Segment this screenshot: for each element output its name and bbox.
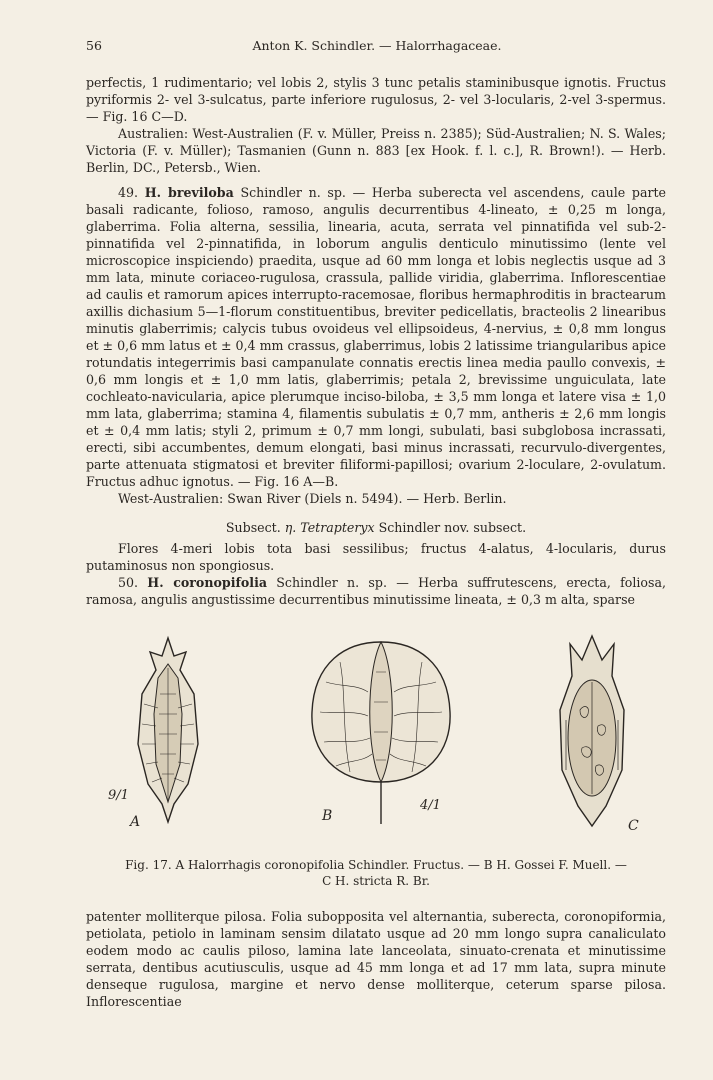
scale-a-label: 9/1 xyxy=(108,788,129,803)
page-number: 56 xyxy=(86,38,102,53)
subsection-name: η. Tetrapteryx xyxy=(284,520,375,535)
figure-label-b: B xyxy=(322,808,333,824)
species-50-name: H. coronopifolia xyxy=(147,575,268,590)
subsection-prefix: Subsect. xyxy=(225,520,285,535)
figure-label-a: A xyxy=(130,814,141,830)
species-50-text: Schindler n. sp. — Herba suffrutescens, erecta, foliosa, ramosa, angulis angustissime decurrentibus minutissime lineata, ± 0,3 m alta, sparse xyxy=(86,575,666,607)
species-49-description xyxy=(86,184,666,490)
species-50-description xyxy=(86,574,666,608)
species-49-name: H. breviloba xyxy=(144,185,234,200)
figure-17 xyxy=(86,628,666,848)
paragraph-continuation: perfectis, 1 rudimentario; vel lobis 2, stylis 3 tunc petalis staminibusque ignotis. Fructus pyriformis 2- vel 3-sulcatus, parte inferiore rugulosus, 2- vel 3-locularis, 2-vel 3-spermus. — Fig. 16 C—D. xyxy=(86,75,666,124)
page-header xyxy=(86,38,668,56)
species-49-number: 49. xyxy=(118,185,139,200)
caption-line-1: Fig. 17. A Halorrhagis coronopifolia Schindler. Fructus. — B H. Gossei F. Muell. — xyxy=(125,858,627,872)
lower-text-block xyxy=(86,908,666,1010)
subsection-suffix: Schindler nov. subsect. xyxy=(374,520,527,535)
caption-line-2: C H. stricta R. Br. xyxy=(322,874,430,888)
upper-text-block xyxy=(86,74,666,608)
fruit-c-illustration xyxy=(552,630,632,830)
subsection-heading xyxy=(86,519,666,536)
fruit-a-illustration xyxy=(126,634,210,824)
species-49-text: Schindler n. sp. — Herba suberecta vel ascendens, caule parte basali radicante, folioso, ramoso, angulis decurrentibus 4-lineato, ± 0,25 m longa, glaberrima. Folia alterna, sessilia, linearia, acuta, serrata vel pinnatifida vel sub-2-pinnatifida vel 2-pinnatifida, in loborum angulis denticulo minutissimo (lente vel microscopice inspiciendo) praedita, usque ad 60 mm longa et lobis neglectis usque ad 3 mm lata, minute coriaceo-rugulosa, crassula, pallide viridia, glaberrima. Inflorescentiae ad caulis et ramorum apices interrupto-racemosae, floribus hermaphroditis in bractearum axillis dichasium 5—1-florum constituentibus, breviter pedicellatis, bracteolis 2 linearibus minutis glaberrimis; calycis tubus ovoideus vel ellipsoideus, 4-nervius, ± 0,8 mm longus et ± 0,6 mm latus et ± 0,4 mm crassus, glaberrimus, lobis 2 latissime triangularibus apice rotundatis integerrimis basi campanulate connatis erectis linea media paullo convexis, ± 0,6 mm longis et ± 1,0 mm latis, glaberrimis; petala 2, brevissime unguiculata, late cochleato-navicularia, apice plerumque inciso-biloba, ± 3,5 mm longa et latere visa ± 1,0 mm lata, glaberrima; stamina 4, filamentis subulatis ± 0,7 mm, antheris ± 2,6 mm longis et ± 0,4 mm latis; styli 2, primum ± 0,7 mm longi, subulati, basi subglobosa incrassati, erecti, sibi accumbentes, demum elongati, basi minus incrassati, recurvulo-divergentes, parte attenuata stigmatosi et breviter filiformi-papillosi; ovarium 2-loculare, 2-ovulatum. Fructus adhuc ignotus. — Fig. 16 A—B. xyxy=(86,185,666,489)
paragraph-species-50-continued: patenter molliterque pilosa. Folia subopposita vel alternantia, suberecta, coronopiformia, petiolata, petiolo in laminam sensim dilatato usque ad 20 mm longo supra canaliculato eodem modo ac caulis piloso, lamina late lanceolata, sinuato-crenata et minutissime serrata, dentibus acutiusculis, usque ad 45 mm longa et ad 17 mm lata, supra minute denseque rugulosa, margine et nervo dense molliterque, ceterum sparse pilosa. Inflorescentiae xyxy=(86,909,666,1009)
figure-caption xyxy=(86,857,666,889)
paragraph-distribution-48: Australien: West-Australien (F. v. Müller, Preiss n. 2385); Süd-Australien; N. S. Wales; Victoria (F. v. Müller); Tasmanien (Gunn n. 883 [ex Hook. f. l. c.], R. Brown!). — Herb. Berlin, DC., Petersb., Wien. xyxy=(86,126,666,175)
subsection-description: Flores 4-meri lobis tota basi sessilibus; fructus 4-alatus, 4-locularis, durus putaminosus non spongiosus. xyxy=(86,541,666,573)
scale-b-label: 4/1 xyxy=(420,798,441,813)
paragraph-distribution-49: West-Australien: Swan River (Diels n. 5494). — Herb. Berlin. xyxy=(118,491,507,506)
species-50-number: 50. xyxy=(118,575,139,590)
figure-label-c: C xyxy=(628,818,639,834)
running-title: Anton K. Schindler. — Halorrhagaceae. xyxy=(252,38,502,53)
